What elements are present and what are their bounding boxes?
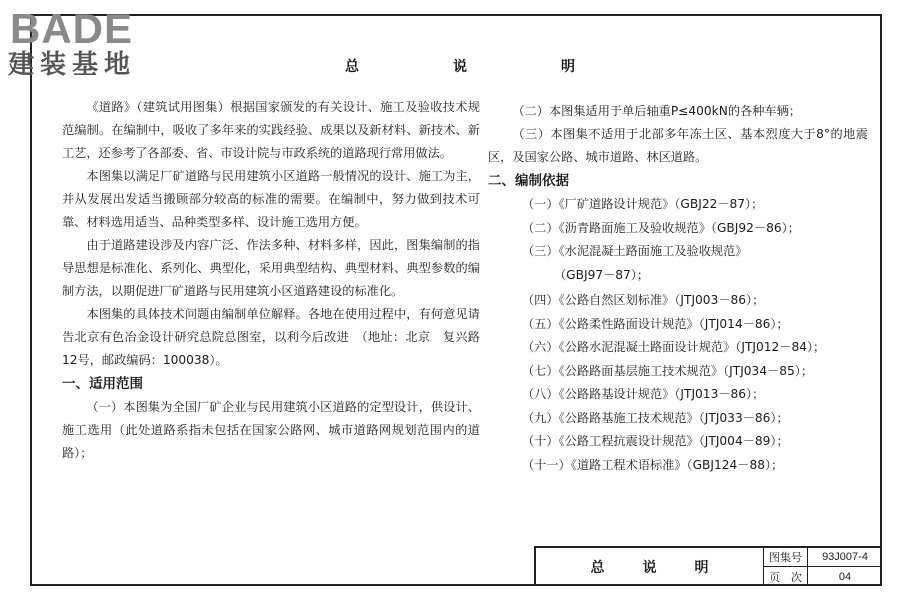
reference-item: （九）《公路路基施工技术规范》（JTJ033－86）； (522, 410, 789, 425)
reference-item: （七）《公路路面基层施工技术规范》（JTJ034－85）； (522, 363, 814, 378)
bade-logo (8, 5, 178, 88)
section-heading-basis: 二、编制依据 (488, 173, 569, 189)
atlas-number-value: 93J007-4 (808, 548, 882, 567)
reference-item: （二）《沥青路面施工及验收规范》（GBJ92－86）； (522, 220, 800, 235)
logo-word: BADE (10, 5, 134, 52)
reference-item: （八）《公路路基设计规范》（JTJ013－86）； (522, 387, 765, 401)
logo-subtitle: 建装基地 (8, 50, 137, 80)
page-title (345, 56, 575, 76)
reference-item: （一）《厂矿道路设计规范》（GBJ22－87）； (522, 197, 764, 211)
section-heading-scope: 一、适用范围 (62, 376, 143, 392)
page-number-value: 04 (838, 570, 852, 583)
title-block-name (536, 548, 764, 586)
page-title-char: 明 (561, 59, 575, 75)
scope-item: （三）本图集不适用于北部多年冻土区、基本烈度大于8°的地震区，及国家公路、城市道路、林区道路。 (488, 127, 868, 164)
intro-paragraph: 由于道路建设涉及内容广泛、作法多种、材料多样，因此，图集编制的指导思想是标准化、系列化、典型化，采用典型结构、典型材料、典型参数的编制方法，以期促进厂矿道路与民用建筑小区道路建设的标准化。 (62, 238, 480, 298)
title-block-char: 明 (694, 560, 709, 576)
left-column (62, 96, 480, 465)
atlas-number-label: 图集号 (764, 548, 808, 567)
title-block (534, 546, 882, 586)
page-title-char: 总 (345, 59, 359, 75)
scope-item: （二）本图集适用于单后轴重P≤400kN的各种车辆； (512, 104, 801, 118)
reference-item: （三）《水泥混凝土路面施工及验收规范》 (522, 244, 748, 258)
reference-item: （五）《公路柔性路面设计规范》（JTJ014－86）； (522, 316, 789, 331)
reference-item: （六）《公路水泥混凝土路面设计规范》（JTJ012－84）； (522, 340, 826, 354)
reference-item: （十一）《道路工程术语标准》（GBJ124－88）； (522, 457, 784, 472)
intro-paragraph: 本图集的具体技术问题由编制单位解释。各地在使用过程中，有何意见请告北京有色冶金设计研究总院总图室，以利今后改进 （地址：北京 复兴路12号，邮政编码：100038）。 (62, 307, 480, 367)
intro-paragraph: 本图集以满足厂矿道路与民用建筑小区道路一般情况的设计、施工为主，并从发展出发适当搬顾部分较高的标准的需要。在编制中，努力做到技术可靠、材料选用适当、品种类型多样、设计施工选用方便。 (62, 169, 480, 229)
right-column (488, 100, 868, 477)
reference-item: （四）《公路自然区划标准》（JTJ003－86）； (522, 293, 765, 307)
title-block-char: 总 (590, 560, 605, 576)
title-block-char: 说 (642, 560, 657, 576)
page-title-char: 说 (453, 59, 467, 75)
page-number-label: 页 次 (764, 567, 808, 586)
reference-item-continuation: （GBJ97－87）； (554, 267, 650, 282)
intro-paragraph: 《道路》（建筑试用图集）根据国家颁发的有关设计、施工及验收技术规范编制。在编制中，吸收了多年来的实践经验、成果以及新材料、新技术、新工艺，还参考了各部委、省、市设计院与市政系统的道路现行常用做法。 (62, 100, 480, 160)
reference-item: （十）《公路工程抗震设计规范》（JTJ004－89）； (522, 434, 789, 448)
scope-item: （一）本图集为全国厂矿企业与民用建筑小区道路的定型设计，供设计、施工选用（此处道路系指未包括在国家公路网、城市道路网规划范围内的道路）； (62, 400, 480, 460)
